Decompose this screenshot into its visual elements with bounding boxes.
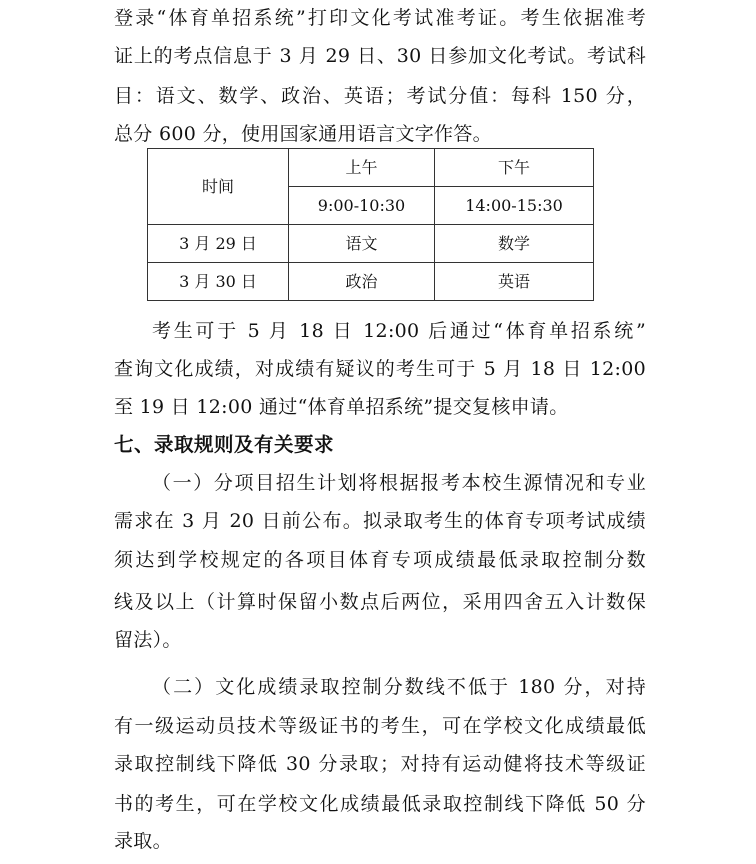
rule-1-line: （一）分项目招生计划将根据报考本校生源情况和专业 bbox=[152, 472, 646, 494]
afternoon-subject-cell: 数学 bbox=[435, 225, 594, 263]
table-row bbox=[148, 225, 594, 263]
rule-1-line: 需求在 3 月 20 日前公布。拟录取考生的体育专项考试成绩 bbox=[114, 510, 646, 532]
table-row bbox=[148, 149, 594, 187]
paragraph-exam-line: 目：语文、数学、政治、英语；考试分值：每科 150 分， bbox=[114, 85, 646, 107]
morning-header-cell: 上午 bbox=[289, 149, 435, 187]
date-cell: 3 月 30 日 bbox=[148, 263, 289, 301]
table-row bbox=[148, 263, 594, 301]
date-cell: 3 月 29 日 bbox=[148, 225, 289, 263]
paragraph-score-query-line: 考生可于 5 月 18 日 12:00 后通过“体育单招系统” bbox=[152, 320, 646, 342]
rule-2-line: （二）文化成绩录取控制分数线不低于 180 分，对持 bbox=[152, 676, 646, 698]
paragraph-exam-line: 总分 600 分，使用国家通用语言文字作答。 bbox=[114, 123, 492, 145]
time-header-cell: 时间 bbox=[148, 149, 289, 225]
rule-1-line: 线及以上（计算时保留小数点后两位，采用四舍五入计数保 bbox=[114, 591, 646, 613]
section-heading: 七、录取规则及有关要求 bbox=[114, 433, 335, 456]
morning-time-cell: 9:00-10:30 bbox=[289, 187, 435, 225]
rule-2-line: 书的考生，可在学校文化成绩最低录取控制线下降低 50 分 bbox=[114, 793, 646, 815]
exam-schedule-table bbox=[147, 148, 594, 301]
rule-2-line: 有一级运动员技术等级证书的考生，可在学校文化成绩最低 bbox=[114, 715, 646, 737]
paragraph-score-query-line: 至 19 日 12:00 通过“体育单招系统”提交复核申请。 bbox=[114, 396, 569, 418]
afternoon-time-cell: 14:00-15:30 bbox=[435, 187, 594, 225]
paragraph-exam-line: 登录“体育单招系统”打印文化考试准考证。考生依据准考 bbox=[114, 7, 646, 29]
rule-2-line: 录取。 bbox=[114, 830, 172, 852]
rule-2-line: 录取控制线下降低 30 分录取；对持有运动健将技术等级证 bbox=[114, 753, 646, 775]
afternoon-header-cell: 下午 bbox=[435, 149, 594, 187]
paragraph-exam-line: 证上的考点信息于 3 月 29 日、30 日参加文化考试。考试科 bbox=[114, 45, 646, 67]
rule-1-line: 须达到学校规定的各项目体育专项成绩最低录取控制分数 bbox=[114, 549, 646, 571]
morning-subject-cell: 政治 bbox=[289, 263, 435, 301]
afternoon-subject-cell: 英语 bbox=[435, 263, 594, 301]
rule-1-line: 留法）。 bbox=[114, 629, 182, 651]
paragraph-score-query-line: 查询文化成绩，对成绩有疑议的考生可于 5 月 18 日 12:00 bbox=[114, 358, 646, 380]
morning-subject-cell: 语文 bbox=[289, 225, 435, 263]
